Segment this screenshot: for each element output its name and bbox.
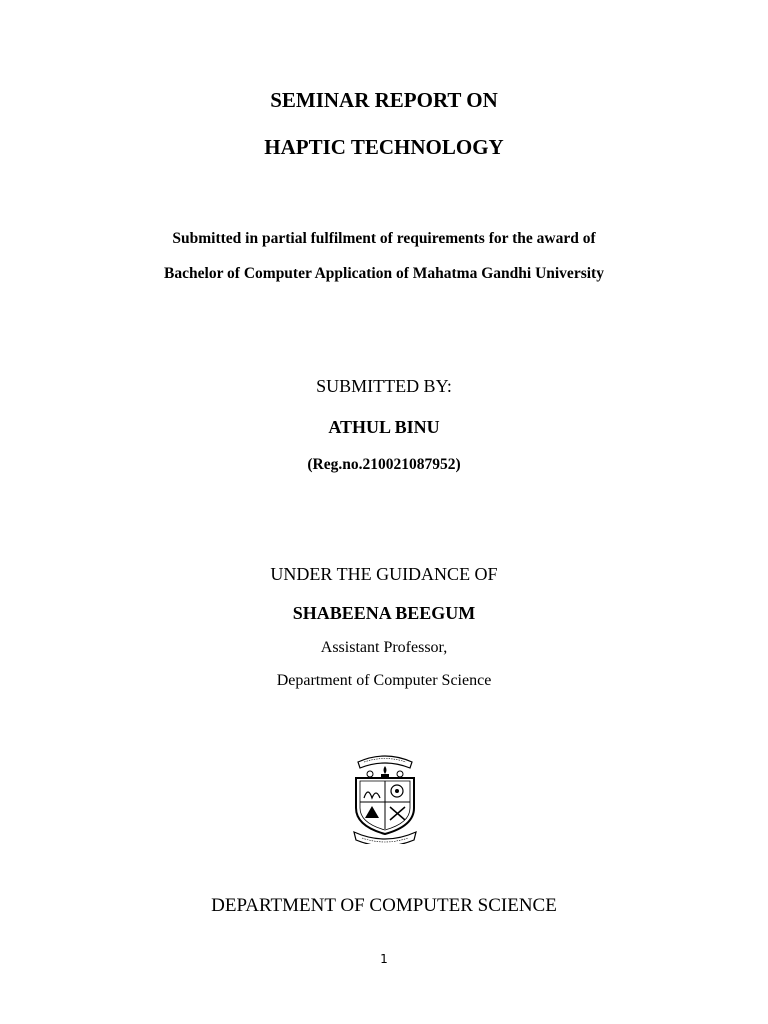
report-title-line1: SEMINAR REPORT ON xyxy=(270,88,498,112)
submission-statement-line1: Submitted in partial fulfilment of requirements for the award of xyxy=(172,230,596,247)
guide-name: SHABEENA BEEGUM xyxy=(292,603,476,623)
submission-statement-line2: Bachelor of Computer Application of Mahatma Gandhi University xyxy=(164,265,604,282)
guidance-label: UNDER THE GUIDANCE OF xyxy=(270,564,498,584)
student-name: ATHUL BINU xyxy=(328,417,440,437)
department-footer: DEPARTMENT OF COMPUTER SCIENCE xyxy=(211,895,557,916)
university-crest-icon xyxy=(350,752,420,844)
registration-number: (Reg.no.210021087952) xyxy=(307,456,461,473)
submitted-by-label: SUBMITTED BY: xyxy=(316,376,452,396)
guide-department: Department of Computer Science xyxy=(276,672,492,689)
guide-designation: Assistant Professor, xyxy=(320,639,448,656)
report-title-line2: HAPTIC TECHNOLOGY xyxy=(264,135,504,159)
page-number: 1 xyxy=(380,952,388,966)
